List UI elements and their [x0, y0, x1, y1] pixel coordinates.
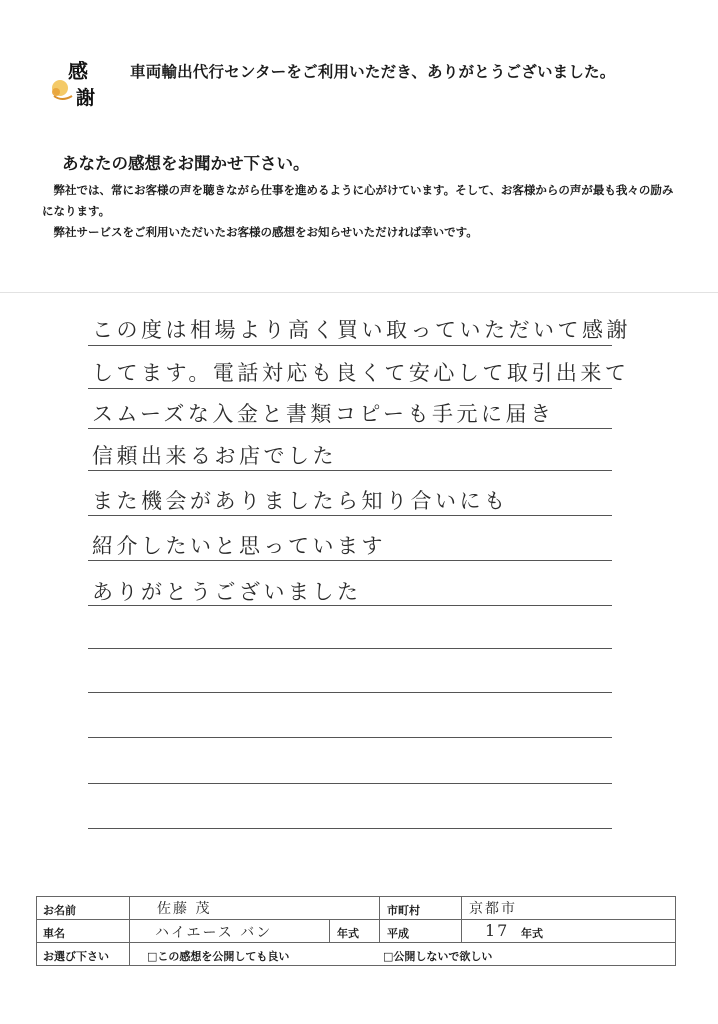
city-value: 京都市: [469, 901, 517, 917]
form-col-divider: [461, 897, 462, 943]
city-label: 市町村: [387, 904, 420, 917]
comment-line-2: してます。電話対応も良くて安心して取引出来て: [92, 361, 630, 385]
choice-label: お選び下さい: [43, 950, 109, 963]
name-value: 佐藤 茂: [157, 901, 212, 917]
ruled-line: [88, 428, 612, 429]
form-col-divider: [379, 897, 380, 943]
intro-paragraph-2: 弊社サービスをご利用いただいたお客様の感想をお知らせいただければ幸いです。: [53, 225, 478, 239]
comment-line-7: ありがとうございました: [92, 580, 362, 604]
survey-intro: [42, 180, 682, 243]
kansha-logo-char-2: 謝: [76, 87, 96, 109]
car-label: 車名: [43, 927, 65, 940]
name-label: お名前: [43, 904, 76, 917]
comment-line-5: また機会がありましたら知り合いにも: [92, 489, 509, 513]
kansha-logo-char-1: 感: [68, 59, 88, 83]
ruled-line: [88, 783, 612, 784]
ruled-line: [88, 692, 612, 693]
car-value: ハイエース バン: [155, 925, 273, 941]
ruled-line: [88, 560, 612, 561]
customer-info-form: [36, 896, 676, 966]
ruled-line: [88, 345, 612, 346]
comment-line-3: スムーズな入金と書類コピーも手元に届き: [92, 402, 555, 426]
thank-you-message: 車両輸出代行センターをご利用いただき、ありがとうございました。: [130, 63, 616, 81]
year-value: 17: [485, 921, 510, 940]
intro-paragraph-1: 弊社では、常にお客様の声を聴きながら仕事を進めるように心がけています。そして、お客様からの声が最も我々の励みになります。: [42, 183, 674, 218]
ruled-line: [88, 388, 612, 389]
comment-line-1: この度は相場より高く買い取っていただいて感謝: [92, 318, 631, 342]
year-suffix: 年式: [521, 927, 543, 940]
form-col-divider: [129, 897, 130, 966]
comment-line-4: 信頼出来るお店でした: [92, 444, 337, 468]
scan-edge-line: [0, 292, 718, 293]
ruled-line: [88, 515, 612, 516]
ruled-line: [88, 828, 612, 829]
publish-ng-checkbox[interactable]: □公開しないで欲しい: [383, 950, 493, 963]
form-row-divider: [37, 919, 675, 920]
year-label: 年式: [337, 927, 359, 940]
form-row-divider: [37, 942, 675, 943]
kansha-logo-mark: [46, 52, 116, 110]
kansha-logo: [46, 52, 116, 110]
survey-heading: あなたの感想をお聞かせ下さい。: [62, 154, 310, 173]
comment-line-6: 紹介したいと思っています: [92, 534, 386, 558]
ruled-line: [88, 648, 612, 649]
era-label: 平成: [387, 927, 409, 940]
ruled-line: [88, 737, 612, 738]
publish-ok-checkbox[interactable]: □この感想を公開しても良い: [147, 950, 290, 963]
form-col-divider: [329, 920, 330, 943]
ruled-line: [88, 470, 612, 471]
